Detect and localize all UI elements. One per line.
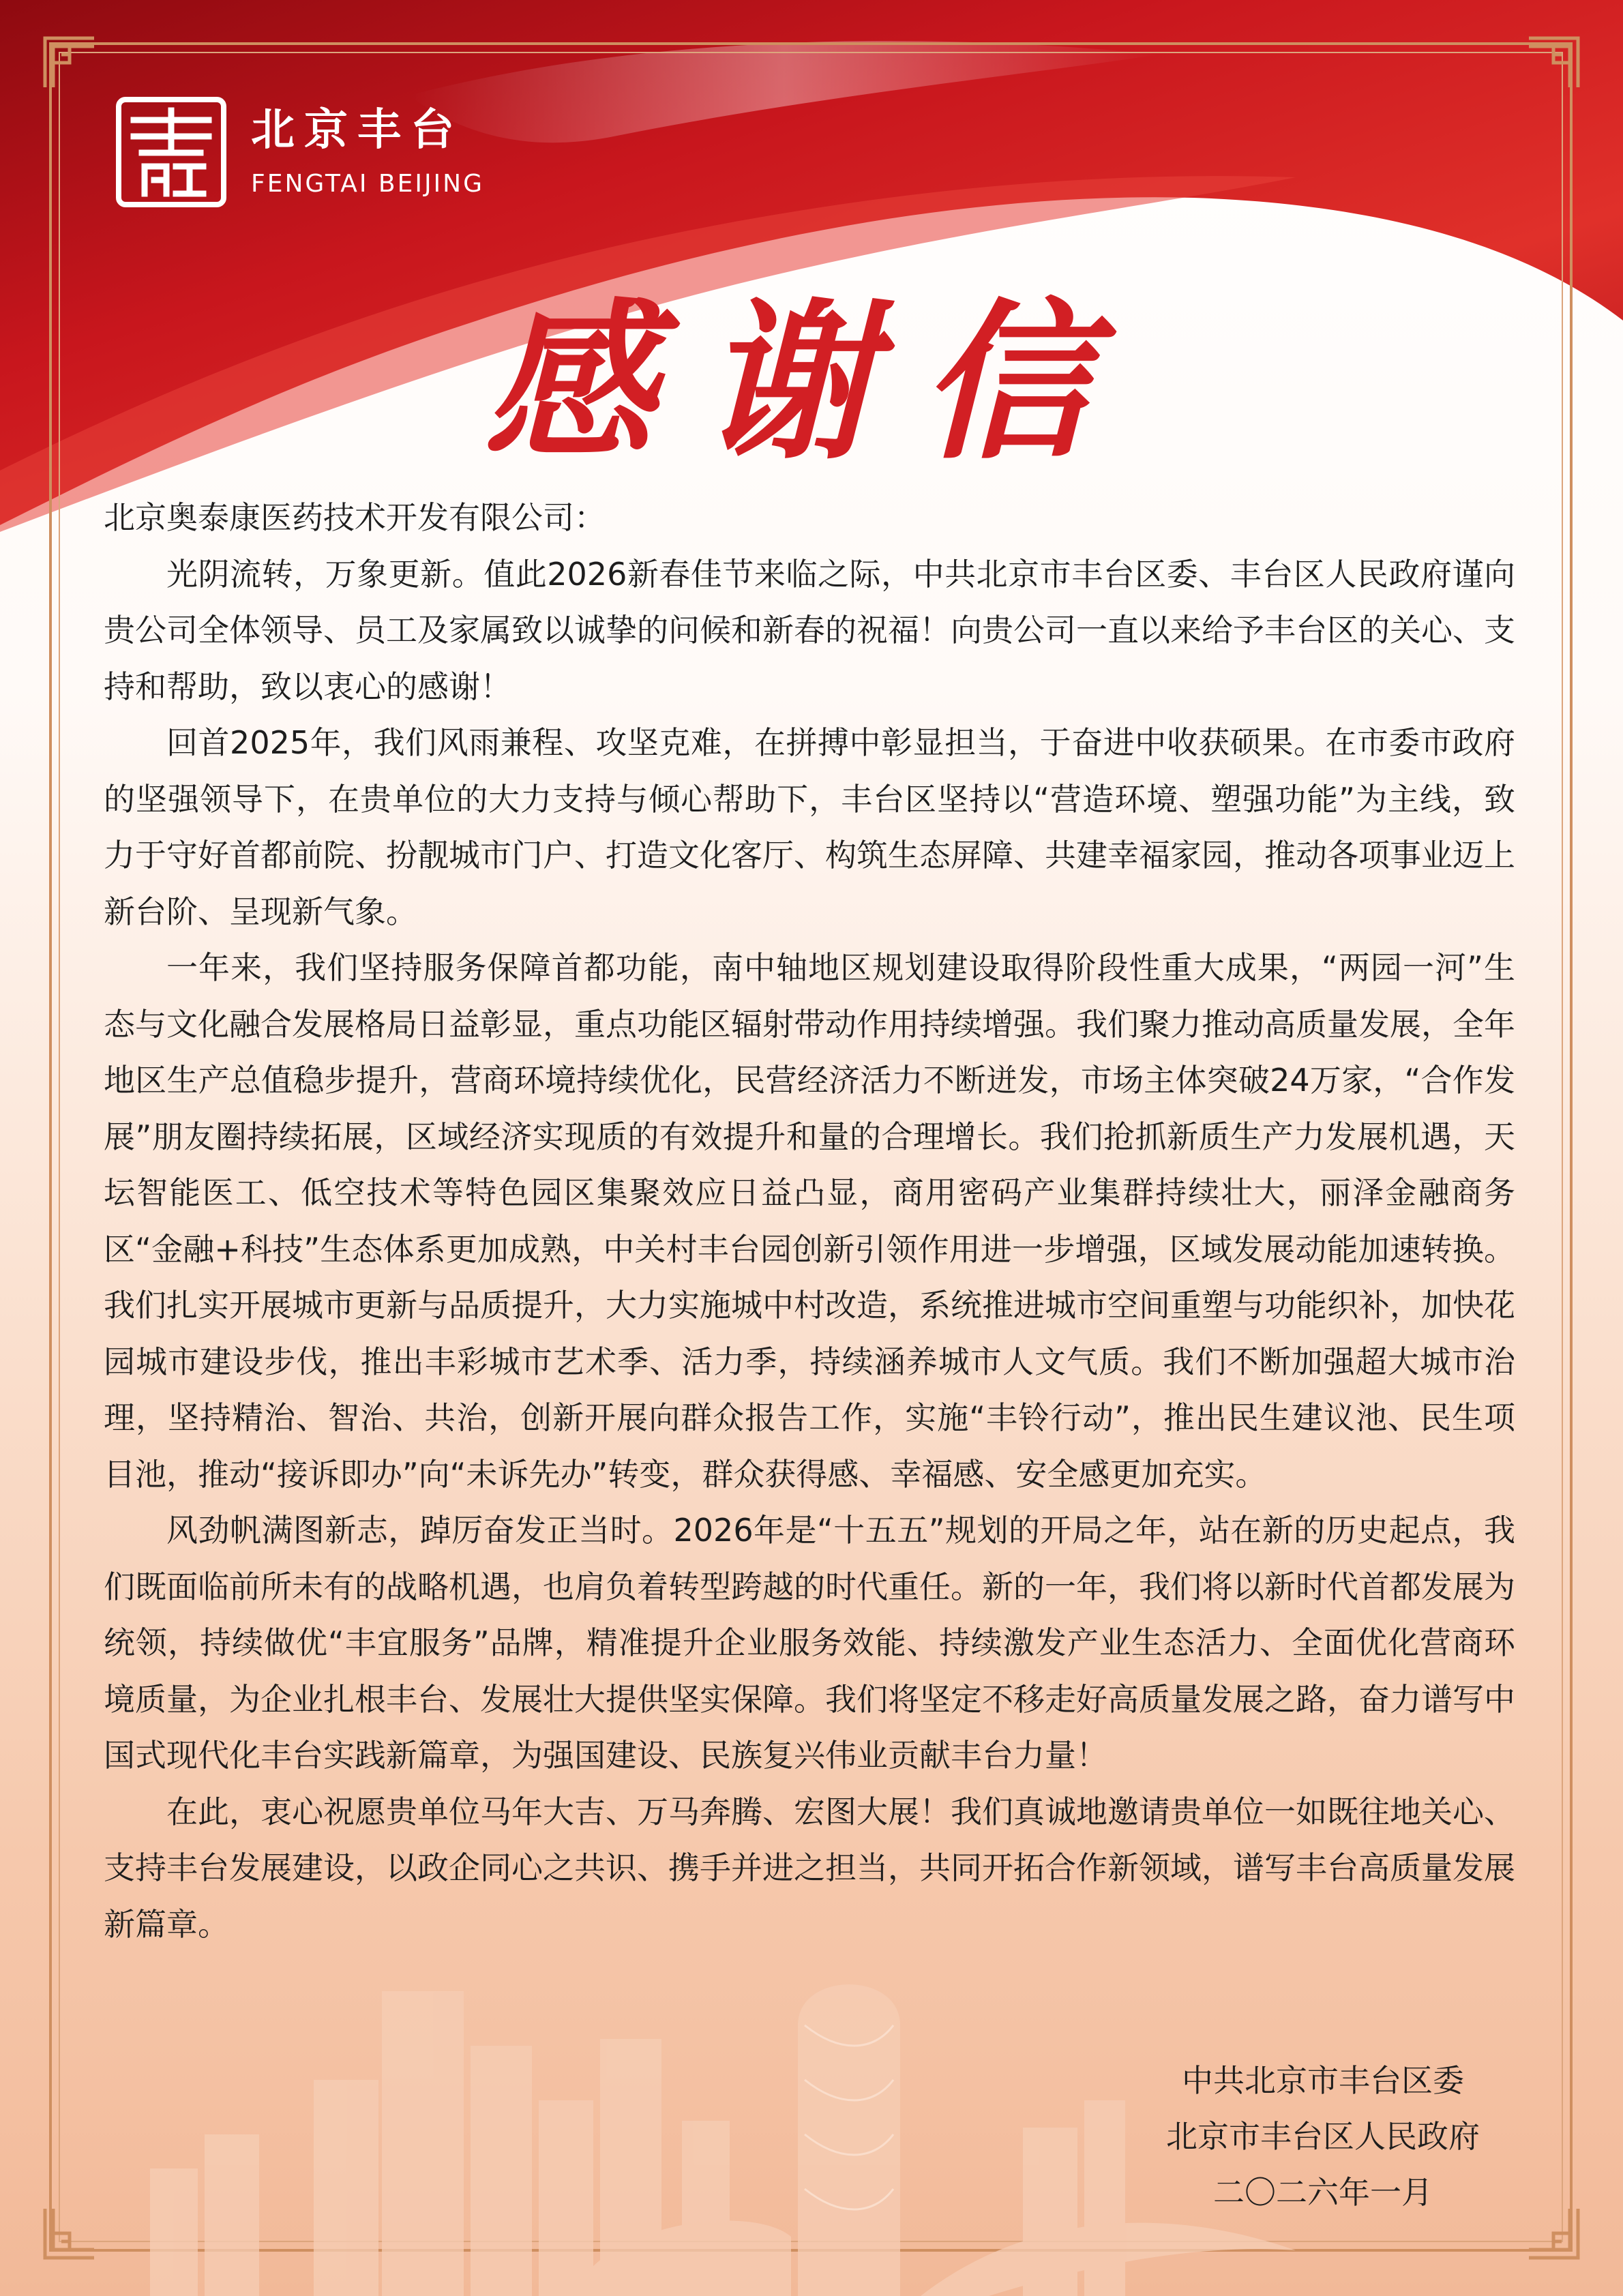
fengtai-seal-icon: [115, 95, 228, 209]
signature-org-government: 北京市丰台区人民政府: [1166, 2118, 1480, 2155]
signature-org-party-committee: 中共北京市丰台区委: [1182, 2062, 1464, 2099]
logo-english-name: FENGTAI BEIJING: [251, 170, 484, 198]
body-paragraph: 一年来，我们坚持服务保障首都功能，南中轴地区规划建设取得阶段性重大成果，“两园一河”生态与文化融合发展格局日益彰显，重点功能区辐射带动作用持续增强。我们聚力推动高质量发展，全年地区生产总值稳步提升，营商环境持续优化，民营经济活力不断迸发，市场主体突破24万家，“合作发展”朋友圈持续拓展，区域经济实现质的有效提升和量的合理增长。我们抢抓新质生产力发展机遇，天坛智能医工、低空技术等特色园区集聚效应日益凸显，商用密码产业集群持续壮大，丽泽金融商务区“金融+科技”生态体系更加成熟，中关村丰台园创新引领作用进一步增强，区域发展动能加速转换。我们扎实开展城市更新与品质提升，大力实施城中村改造，系统推进城市空间重塑与功能织补，加快花园城市建设步伐，推出丰彩城市艺术季、活力季，持续涵养城市人文气质。我们不断加强超大城市治理，坚持精治、智治、共治，创新开展向群众报告工作，实施“丰铃行动”，推出民生建议池、民生项目池，推动“接诉即办”向“未诉先办”转变，群众获得感、幸福感、安全感更加充实。: [104, 949, 1515, 1493]
fengtai-logo: [115, 95, 484, 209]
body-paragraph: 光阴流转，万象更新。值此2026新春佳节来临之际，中共北京市丰台区委、丰台区人民政府谨向贵公司全体领导、员工及家属致以诚挚的问候和新春的祝福！向贵公司一直以来给予丰台区的关心、支持和帮助，致以衷心的感谢！: [104, 555, 1515, 705]
corner-ornament-icon: [42, 35, 97, 90]
letter-body: [104, 490, 1515, 1952]
body-paragraph: 风劲帆满图新志，踔厉奋发正当时。2026年是“十五五”规划的开局之年，站在新的历史起点，我们既面临前所未有的战略机遇，也肩负着转型跨越的时代重任。新的一年，我们将以新时代首都发展为统领，持续做优“丰宜服务”品牌，精准提升企业服务效能、持续激发产业生态活力、全面优化营商环境质量，为企业扎根丰台、发展壮大提供坚实保障。我们将坚定不移走好高质量发展之路，奋力谱写中国式现代化丰台实践新篇章，为强国建设、民族复兴伟业贡献丰台力量！: [104, 1512, 1515, 1774]
signature-block: [1118, 2053, 1528, 2220]
corner-ornament-icon: [1526, 35, 1581, 90]
signature-date: 二〇二六年一月: [1213, 2174, 1433, 2211]
body-paragraph: 回首2025年，我们风雨兼程、攻坚克难，在拼搏中彰显担当，于奋进中收获硕果。在市委市政府的坚强领导下，在贵单位的大力支持与倾心帮助下，丰台区坚持以“营造环境、塑强功能”为主线，致力于守好首都前院、扮靓城市门户、打造文化客厅、构筑生态屏障、共建幸福家园，推动各项事业迈上新台阶、呈现新气象。: [104, 724, 1515, 930]
body-paragraph: 在此，衷心祝愿贵单位马年大吉、万马奔腾、宏图大展！我们真诚地邀请贵单位一如既往地关心、支持丰台发展建设，以政企同心之共识、携手并进之担当，共同开拓合作新领域，谱写丰台高质量发展新篇章。: [104, 1793, 1515, 1943]
letter-title: 感谢信: [484, 282, 1139, 482]
salutation: 北京奥泰康医药技术开发有限公司：: [104, 499, 606, 536]
logo-chinese-name: 北京丰台: [251, 105, 464, 155]
